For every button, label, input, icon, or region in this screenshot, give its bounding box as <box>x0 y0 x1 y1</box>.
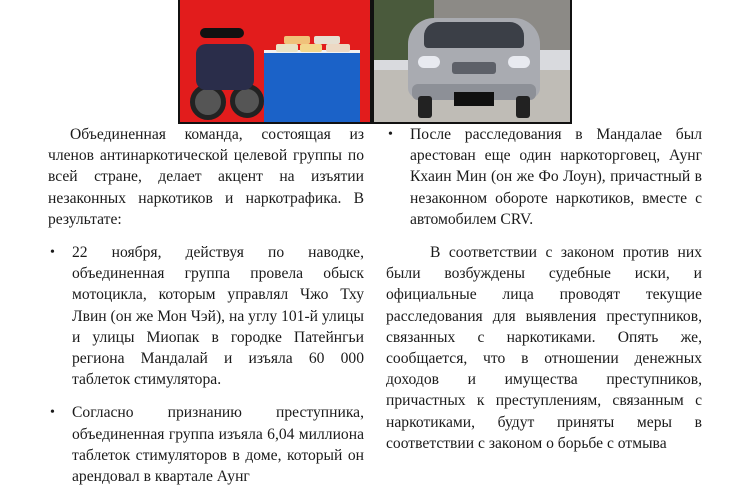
bullet-item: • Согласно признанию преступника, объединенная группа изъяла 6,04 миллиона таблеток стимуляторов в доме, который он арендовал в квартале Аунг <box>48 402 364 487</box>
bullet-list <box>48 242 364 487</box>
motorcycle-and-seized-drugs-photo <box>180 0 370 122</box>
motorcycle-body <box>196 44 254 90</box>
car-tire <box>418 96 432 118</box>
drug-package <box>326 44 350 52</box>
photo-strip <box>178 0 572 124</box>
license-plate <box>454 92 494 106</box>
intro-paragraph: Объединенная команда, состоящая из членов антинаркотической целевой группы по всей стране, делает акцент на изъятии незаконных наркотиков и наркотрафика. В результате: <box>48 126 364 228</box>
car-grille <box>452 62 496 74</box>
motorcycle-handlebar <box>200 28 244 38</box>
bullet-item: • 22 ноября, действуя по наводке, объединенная группа провела обыск мотоцикла, которым управлял Чжо Тху Лвин (он же Мон Чэй), на углу 101-й улицы и улицы Миопак в городке Патейнгьи региона Мандалай и изъяла 60 000 таблеток стимулятора. <box>48 242 364 390</box>
drug-package <box>314 36 340 44</box>
bullet-list <box>386 124 702 230</box>
drug-package <box>284 36 310 44</box>
body-paragraph: В соответствии с законом против них были возбуждены судебные иски, и официальные лица проводят текущие расследования для выявления преступников, связанных с наркотиками. Опять же, сообщается, что в отношении денежных доходов и имущества преступников, причастных к преступлениям, связанным с наркотиками, будут приняты меры в соответствии с законом о борьбе с отмыва <box>386 244 702 452</box>
car-headlight <box>508 56 530 68</box>
bullet-item: • После расследования в Мандалае был арестован еще один наркоторговец, Аунг Кхаин Мин (он же Фо Лоун), причастный в незаконном обороте наркотиков, вместе с автомобилем CRV. <box>386 124 702 230</box>
car-headlight <box>418 56 440 68</box>
seized-car-photo <box>374 0 570 122</box>
drug-package <box>276 44 298 52</box>
drug-package <box>300 44 322 52</box>
left-text-column <box>48 124 364 487</box>
car-windshield <box>424 22 524 48</box>
blue-table <box>264 50 360 122</box>
car-tire <box>516 96 530 118</box>
right-text-column <box>386 124 702 454</box>
